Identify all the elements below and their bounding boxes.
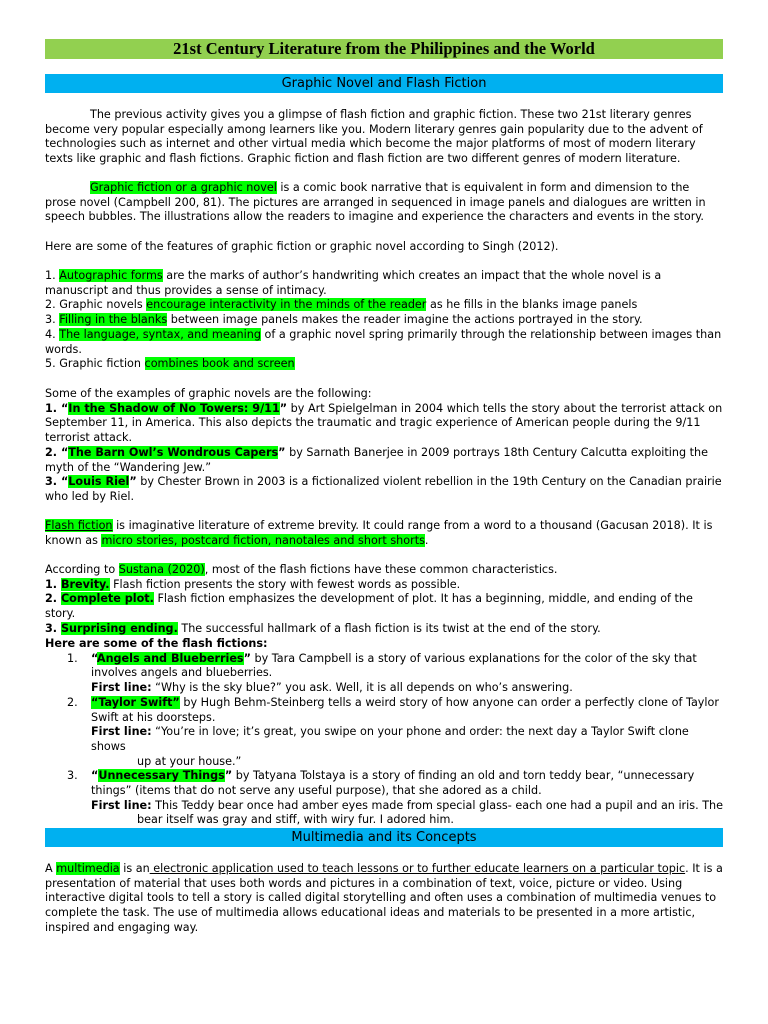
features-intro: Here are some of the features of graphic fiction or graphic novel according to Singh (2012).: [45, 240, 559, 253]
flash-list-heading: Here are some of the flash fictions:: [45, 637, 268, 650]
example-item: 1. “In the Shadow of No Towers: 9/11” by Art Spielgelman in 2004 which tells the story about the terrorist attack on September 11, in America. This also depicts the traumatic and tragic experience of American people during the 9/11 terrorist attack.: [45, 401, 723, 445]
flash-item: 3. “Unnecessary Things” by Tatyana Tolstaya is a story of finding an old and torn teddy bear, “unnecessary things” (items that do not serve any useful purpose), that she adored as a child. First line: This Teddy bear once had amber eyes made from special glass- each one had a pupil and an iris. The bear itself was gray and stiff, with wiry fur. I adored him.: [67, 769, 724, 827]
section-heading-graphic-novel: Graphic Novel and Flash Fiction: [45, 74, 723, 93]
feature-item: 3. Filling in the blanks between image panels makes the reader imagine the actions portrayed in the story.: [45, 313, 643, 327]
features-list: [45, 269, 723, 372]
characteristic-item: 2. Complete plot. Flash fiction emphasizes the development of plot. It has a beginning, middle, and ending of the story.: [45, 592, 693, 621]
flash-fiction-definition: Flash fiction is imaginative literature of extreme brevity. It could range from a word to a thousand (Gacusan 2018). It is known as micro stories, postcard fiction, nanotales and short shorts.: [45, 519, 713, 547]
examples-section: [45, 387, 723, 505]
characteristic-item: 1. Brevity. Flash fiction presents the story with fewest words as possible.: [45, 577, 461, 591]
intro-paragraph: The previous activity gives you a glimpse of flash fiction and graphic fiction. These two 21st literary genres become very popular especially among learners like you. Modern literary genres gain popularity due to the advent of technologies such as internet and other virtual media which become the major platforms of most of modern literary texts like graphic and flash fictions. Graphic fiction and flash fiction are two different genres of modern literature.: [45, 108, 703, 166]
example-item: 2. “The Barn Owl’s Wondrous Capers” by Sarnath Banerjee in 2009 portrays 18th Century Calcutta exploiting the myth of the “Wandering Jew.”: [45, 445, 708, 474]
flash-item: 1. “Angels and Blueberries” by Tara Campbell is a story of various explanations for the color of the sky that involves angels and blueberries. First line: “Why is the sky blue?” you ask. Well, it is all depends on who’s answering.: [67, 651, 697, 695]
feature-item: 2. Graphic novels encourage interactivity in the minds of the reader as he fills in the blanks image panels: [45, 298, 638, 312]
multimedia-paragraph: A multimedia is an electronic application used to teach lessons or to further educate learners on a particular topic. It is a presentation of material that uses both words and pictures in a combination of text, voice, picture or video. Using interactive digital tools to tell a story is called digital storytelling and often uses a combination of multimedia venues to complete the task. The use of multimedia allows educational ideas and materials to be presented in a more artistic, inspired and engaging way.: [45, 862, 723, 934]
feature-item: 1. Autographic forms are the marks of author’s handwriting which creates an impact that the whole novel is a manuscript and thus provides a sense of intimacy.: [45, 269, 662, 297]
example-item: 3. “Louis Riel” by Chester Brown in 2003 is a fictionalized violent rebellion in the 19th Century on the Canadian prairie who led by Riel.: [45, 475, 722, 503]
term-flash-fiction: Flash fiction: [45, 519, 113, 532]
section-heading-multimedia: Multimedia and its Concepts: [45, 828, 723, 847]
flash-item: 2. “Taylor Swift” by Hugh Behm-Steinberg tells a weird story of how anyone can order a perfectly clone of Taylor Swift at his doorsteps. First line: “You’re in love; it’s great, you swipe on your phone and order: the next day a Taylor Swift clone shows up at your house.”: [67, 695, 719, 768]
graphic-fiction-definition: Graphic fiction or a graphic novel is a comic book narrative that is equivalent in form and dimension to the prose novel (Campbell 200, 81). The pictures are arranged in sequenced in image panels and dialogues are written in speech bubbles. The illustrations allow the readers to imagine and experience the characters and events in the story.: [45, 181, 706, 224]
characteristic-item: 3. Surprising ending. The successful hallmark of a flash fiction is its twist at the end of the story.: [45, 621, 601, 635]
flash-fictions-list: [45, 637, 723, 828]
document-title: 21st Century Literature from the Philippines and the World: [45, 39, 723, 59]
term-graphic-fiction: Graphic fiction or a graphic novel: [90, 181, 277, 194]
feature-item: 4. The language, syntax, and meaning of a graphic novel spring primarily through the relationship between images than words.: [45, 327, 722, 356]
feature-item: 5. Graphic fiction combines book and screen: [45, 357, 295, 371]
examples-intro: Some of the examples of graphic novels are the following:: [45, 387, 372, 400]
term-multimedia: multimedia: [56, 862, 120, 875]
characteristics-section: According to Sustana (2020), most of the flash fictions have these common characteristics. 1. Brevity. Flash fiction presents the story with fewest words as possible. 2. Complete plot. Flash fiction emphasizes the development of plot. It has a beginning, middle, and ending of the story. 3. Surprising ending. The successful hallmark of a flash fiction is its twist at the end of the story.: [45, 563, 723, 637]
